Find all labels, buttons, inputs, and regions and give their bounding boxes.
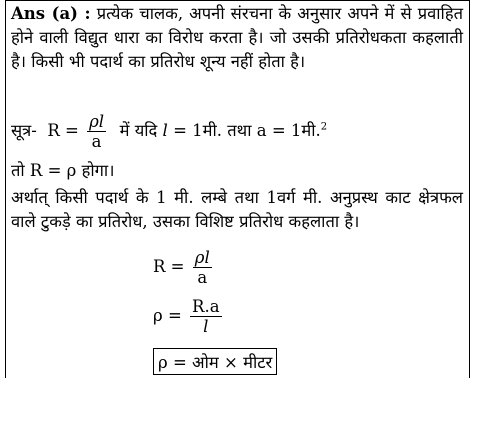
formula-fraction — [87, 112, 106, 151]
answer-paragraph — [11, 2, 463, 74]
equation-rho-lhs: ρ = — [153, 306, 182, 325]
formula-line — [11, 112, 327, 151]
box-open-bottom — [5, 378, 470, 430]
boxed-unit: ρ = ओम × मीटर — [153, 348, 277, 375]
formula-l-var: l — [162, 121, 168, 140]
answer-text: प्रत्येक चालक, अपनी संरचना के अनुसार अपने में से प्रवाहित होने वाली विद्युत धारा का विरोध करता है। जो उसकी प्रतिरोधकता कहलाती है। किसी भी पदार्थ का प्रतिरोध शून्य नहीं होता है। — [11, 4, 463, 71]
equation-rho — [153, 297, 225, 336]
formula-superscript: 2 — [320, 121, 328, 133]
formula-numerator: ρl — [89, 112, 105, 131]
equation-r-lhs: R = — [153, 257, 185, 276]
answer-label: Ans (a) : — [11, 4, 91, 23]
formula-prefix: सूत्र- — [11, 121, 37, 140]
equation-r-numerator: ρl — [194, 248, 210, 267]
formula-mid-text: में यदि — [119, 121, 158, 140]
equation-rho-denominator: l — [203, 317, 209, 336]
equation-r-fraction — [193, 248, 212, 287]
equation-rho-numerator: R.a — [192, 297, 220, 316]
equation-r-denominator: a — [197, 268, 208, 287]
formula-condition: = 1मी. तथा a = 1मी. — [173, 121, 321, 140]
formula-denominator: a — [91, 132, 102, 151]
equation-rho-fraction — [190, 297, 222, 336]
definition-paragraph: अर्थात् किसी पदार्थ के 1 मी. लम्बे तथा 1वर्ग मी. अनुप्रस्थ काट क्षेत्रफल वाले टुकड़े का प्रतिरोध, उसका विशिष्ट प्रतिरोध कहलाता है। — [11, 188, 463, 231]
then-line: तो R = ρ होगा। — [11, 161, 115, 180]
equation-r — [153, 248, 215, 287]
formula-lhs: R = — [47, 121, 79, 140]
